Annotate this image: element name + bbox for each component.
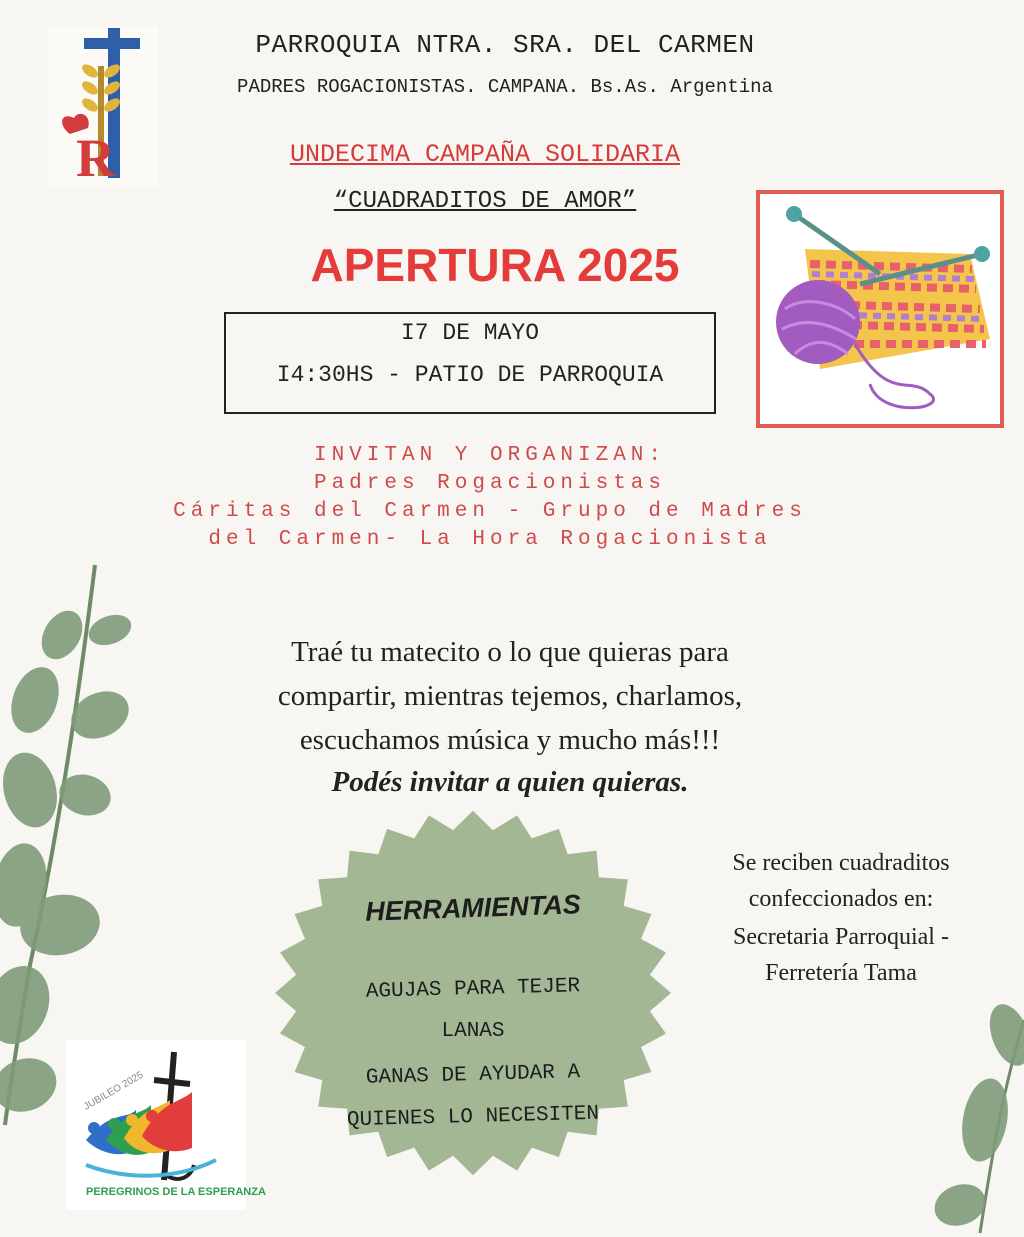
reception-line: confeccionados en: (748, 886, 934, 912)
message-line: escuchamos música y mucho más!!! (299, 724, 721, 756)
event-info-box (224, 312, 716, 414)
reception-line: Se reciben cuadraditos (732, 850, 950, 876)
invite-note: Podés invitar a quien quieras. (331, 766, 689, 798)
jubilee-logo (66, 1040, 266, 1210)
eucalyptus-leaf-icon (930, 1000, 1024, 1233)
event-time-place: I4:30HS - PATIO DE PARROQUIA (276, 362, 664, 388)
eucalyptus-leaves-decoration (930, 1000, 1024, 1233)
svg-text:PEREGRINOS DE LA ESPERANZA: PEREGRINOS DE LA ESPERANZA (86, 1186, 266, 1198)
campaign-motto: “CUADRADITOS DE AMOR” (333, 188, 637, 215)
parish-title: PARROQUIA NTRA. SRA. DEL CARMEN (255, 30, 755, 60)
message-line: Traé tu matecito o lo que quieras para (291, 636, 729, 668)
parish-logo (48, 26, 158, 186)
knitting-yarn-icon (760, 194, 1000, 424)
jubilee-2025-logo-icon (66, 1040, 266, 1210)
event-date: I7 DE MAYO (400, 320, 540, 346)
tool-item: GANAS DE AYUDAR A (365, 1061, 581, 1090)
svg-text:JUBILEO 2025: JUBILEO 2025 (82, 1069, 146, 1113)
organizer-line: Padres Rogacionistas (313, 472, 667, 495)
headline: APERTURA 2025 (310, 239, 680, 291)
reception-line: Ferretería Tama (765, 960, 917, 986)
svg-text:R: R (76, 128, 115, 188)
tool-item: AGUJAS PARA TEJER (365, 975, 581, 1004)
organizer-line: Cáritas del Carmen - Grupo de Madres (173, 500, 807, 523)
reception-line: Secretaria Parroquial - (733, 924, 949, 950)
organizers-heading: INVITAN Y ORGANIZAN: (313, 444, 667, 467)
tools-title: HERRAMIENTAS (364, 889, 582, 927)
knitting-illustration (756, 190, 1004, 428)
tool-item: LANAS (441, 1020, 505, 1043)
organizer-line: del Carmen- La Hora Rogacionista (208, 528, 772, 551)
campaign-name: UNDECIMA CAMPAÑA SOLIDARIA (289, 140, 681, 169)
parish-subtitle: PADRES ROGACIONISTAS. CAMPANA. Bs.As. Argentina (237, 76, 773, 98)
message-line: compartir, mientras tejemos, charlamos, (277, 680, 743, 712)
cross-wheat-logo-icon (48, 26, 158, 186)
tool-item: QUIENES LO NECESITEN (346, 1102, 600, 1133)
